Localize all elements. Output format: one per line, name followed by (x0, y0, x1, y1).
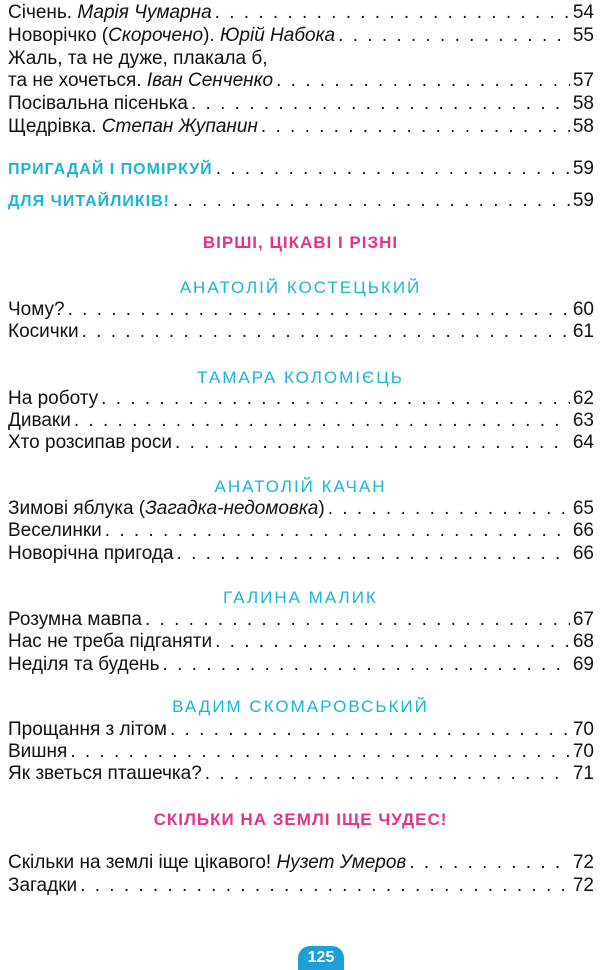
section-heading: ВІРШІ, ЦІКАВІ І РІЗНІ (202, 233, 399, 252)
leader-dots (191, 93, 570, 115)
page-number: 57 (572, 70, 594, 91)
toc-entry: Скільки на землі іще цікавого! Нузет Умеров . . . 72 (8, 852, 594, 874)
page-number: 70 (572, 741, 594, 762)
leader-dots (163, 654, 570, 676)
page-number: 58 (572, 93, 594, 114)
toc-entry: Січень. Марія Чумарна . . . 54 (8, 2, 594, 24)
toc-entry: Посівальна пісенька . . . 58 (8, 93, 594, 115)
toc-entry: Диваки . . . 63 (8, 410, 594, 432)
toc-entry: Хто розсипав роси . . . 64 (8, 432, 594, 454)
toc-entry: Новорічко (Скорочено). Юрій Набока . . . 55 (8, 25, 594, 47)
page-number: 63 (572, 410, 594, 431)
leader-dots (409, 852, 570, 874)
toc-entry-accent: ПРИГАДАЙ І ПОМІРКУЙ . . . 59 (8, 158, 594, 181)
leader-dots (70, 741, 570, 763)
page-number-badge: 125 (298, 946, 344, 970)
leader-dots (170, 719, 570, 741)
page-number: 71 (572, 763, 594, 784)
author-heading: ВАДИМ СКОМАРОВСЬКИЙ (172, 697, 429, 716)
leader-dots (328, 498, 570, 520)
leader-dots (74, 410, 570, 432)
page-number: 59 (572, 190, 594, 211)
leader-dots (177, 543, 570, 565)
toc-entry: Розумна мавпа . . . 67 (8, 609, 594, 631)
author-heading: ГАЛИНА МАЛИК (223, 588, 378, 607)
page-number: 72 (572, 875, 594, 896)
leader-dots (82, 321, 570, 343)
toc-entry: Неділя та будень . . . 69 (8, 654, 594, 676)
author-heading: АНАТОЛІЙ КАЧАН (214, 477, 387, 496)
page-number: 58 (572, 116, 594, 137)
page-number: 72 (572, 852, 594, 873)
toc-entry: Прощання з літом . . . 70 (8, 719, 594, 741)
page-number: 62 (572, 388, 594, 409)
toc-entry-line1: Жаль, та не дуже, плакала б, (8, 48, 268, 69)
page-number: 65 (572, 498, 594, 519)
toc-entry: Новорічна пригода . . . 66 (8, 543, 594, 565)
toc-entry: Нас не треба підганяти . . . 68 (8, 631, 594, 653)
toc-entry: Щедрівка. Степан Жупанин . . . 58 (8, 116, 594, 138)
leader-dots (145, 609, 570, 631)
author-heading: АНАТОЛІЙ КОСТЕЦЬКИЙ (179, 278, 422, 297)
toc-entry-accent: ДЛЯ ЧИТАЙЛИКІВ! . . . 59 (8, 190, 594, 213)
page-number: 70 (572, 719, 594, 740)
page-number: 67 (572, 609, 594, 630)
page-number: 59 (572, 158, 594, 179)
leader-dots (216, 158, 570, 180)
page-number: 66 (572, 520, 594, 541)
toc-entry: Веселинки . . . 66 (8, 520, 594, 542)
section-heading: СКІЛЬКИ НА ЗЕМЛІ ІЩЕ ЧУДЕС! (153, 810, 448, 829)
leader-dots (215, 631, 570, 653)
leader-dots (80, 875, 570, 897)
page-number: 61 (572, 321, 594, 342)
toc-entry: та не хочеться. Іван Сенченко . . . 57 (8, 70, 594, 92)
page-number: 68 (572, 631, 594, 652)
leader-dots (101, 388, 570, 410)
toc-entry: Косички . . . 61 (8, 321, 594, 343)
toc-entry: Як зветься пташечка? . . . 71 (8, 763, 594, 785)
leader-dots (105, 520, 570, 542)
leader-dots (276, 70, 570, 92)
page-number: 55 (572, 25, 594, 46)
leader-dots (215, 2, 570, 24)
toc-entry: Вишня . . . 70 (8, 741, 594, 763)
leader-dots (261, 116, 570, 138)
toc-entry: Чому? . . . 60 (8, 299, 594, 321)
page-number: 54 (572, 2, 594, 23)
page-number: 69 (572, 654, 594, 675)
toc-entry: Зимові яблука (Загадка-недомовка) . . . 65 (8, 498, 594, 520)
toc-entry: Загадки . . . 72 (8, 875, 594, 897)
leader-dots (175, 432, 570, 454)
page-number: 66 (572, 543, 594, 564)
author-heading: ТАМАРА КОЛОМІЄЦЬ (197, 368, 404, 387)
leader-dots (68, 299, 570, 321)
page-number: 64 (572, 432, 594, 453)
page-number: 60 (572, 299, 594, 320)
leader-dots (173, 190, 570, 212)
leader-dots (338, 25, 570, 47)
toc-entry: На роботу . . . 62 (8, 388, 594, 410)
leader-dots (205, 763, 570, 785)
